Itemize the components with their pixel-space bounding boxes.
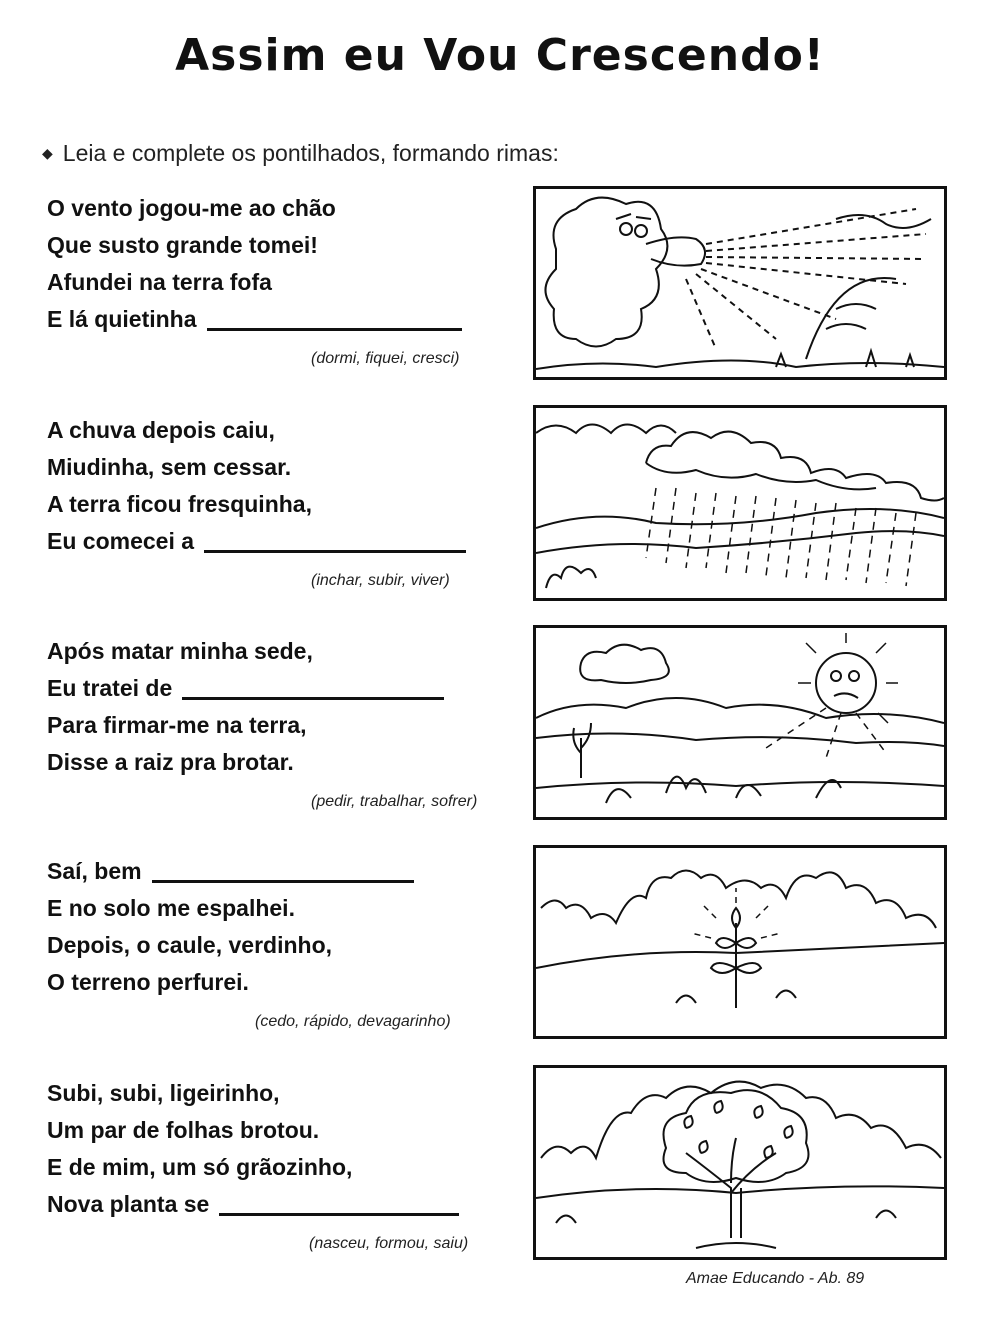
stanza-line-with-blank	[47, 675, 444, 705]
hint-text: (inchar, subir, viver)	[311, 572, 450, 589]
answer-blank[interactable]	[204, 528, 466, 553]
sprout-icon	[536, 848, 944, 1036]
stanza-line: O vento jogou-me ao chão	[47, 195, 336, 221]
tree-icon	[536, 1068, 944, 1257]
answer-blank[interactable]	[152, 858, 414, 883]
stanza-line: E lá quietinha	[47, 306, 197, 332]
stanza-line: O terreno perfurei.	[47, 969, 249, 995]
answer-blank[interactable]	[207, 306, 462, 331]
stanza-line-with-blank	[47, 1191, 459, 1221]
footer-credit: Amae Educando - Ab. 89	[686, 1270, 865, 1287]
stanza-line: Após matar minha sede,	[47, 638, 313, 664]
stanza-line: Subi, subi, ligeirinho,	[47, 1080, 280, 1106]
stanza-line: E no solo me espalhei.	[47, 895, 295, 921]
stanza-line-with-blank	[47, 528, 466, 558]
stanza-line: Um par de folhas brotou.	[47, 1117, 320, 1143]
stanza-line: Depois, o caule, verdinho,	[47, 932, 333, 958]
stanza-line: Nova planta se	[47, 1191, 210, 1217]
hint-text: (pedir, trabalhar, sofrer)	[311, 793, 478, 810]
stanza-line-with-blank	[47, 858, 414, 888]
instruction	[42, 140, 559, 167]
stanza-line: Afundei na terra fofa	[47, 269, 272, 295]
stanza-line: Para firmar-me na terra,	[47, 712, 307, 738]
stanza-line-with-blank	[47, 306, 462, 336]
rain-clouds-icon	[536, 408, 944, 598]
stanza-line: Disse a raiz pra brotar.	[47, 749, 294, 775]
diamond-bullet-icon: ◆	[42, 145, 53, 161]
wind-illustration	[533, 186, 947, 380]
sun-face-icon	[536, 628, 944, 817]
instruction-text: Leia e complete os pontilhados, formando rimas:	[62, 140, 559, 166]
stanza-line: E de mim, um só grãozinho,	[47, 1154, 353, 1180]
sprout-illustration	[533, 845, 947, 1039]
answer-blank[interactable]	[182, 675, 444, 700]
sun-illustration	[533, 625, 947, 820]
rain-illustration	[533, 405, 947, 601]
stanza-line: Saí, bem	[47, 858, 142, 884]
stanza-line: Que susto grande tomei!	[47, 232, 318, 258]
page-title: Assim eu Vou Crescendo!	[175, 30, 825, 81]
stanza-line: Miudinha, sem cessar.	[47, 454, 292, 480]
stanza-line: A chuva depois caiu,	[47, 417, 275, 443]
tree-illustration	[533, 1065, 947, 1260]
hint-text: (nasceu, formou, saiu)	[309, 1235, 469, 1252]
stanza-line: A terra ficou fresquinha,	[47, 491, 312, 517]
hint-text: (cedo, rápido, devagarinho)	[255, 1013, 451, 1030]
hint-text: (dormi, fiquei, cresci)	[311, 350, 460, 367]
answer-blank[interactable]	[219, 1191, 459, 1216]
stanza-line: Eu comecei a	[47, 528, 195, 554]
wind-face-icon	[536, 189, 944, 377]
stanza-line: Eu tratei de	[47, 675, 173, 701]
